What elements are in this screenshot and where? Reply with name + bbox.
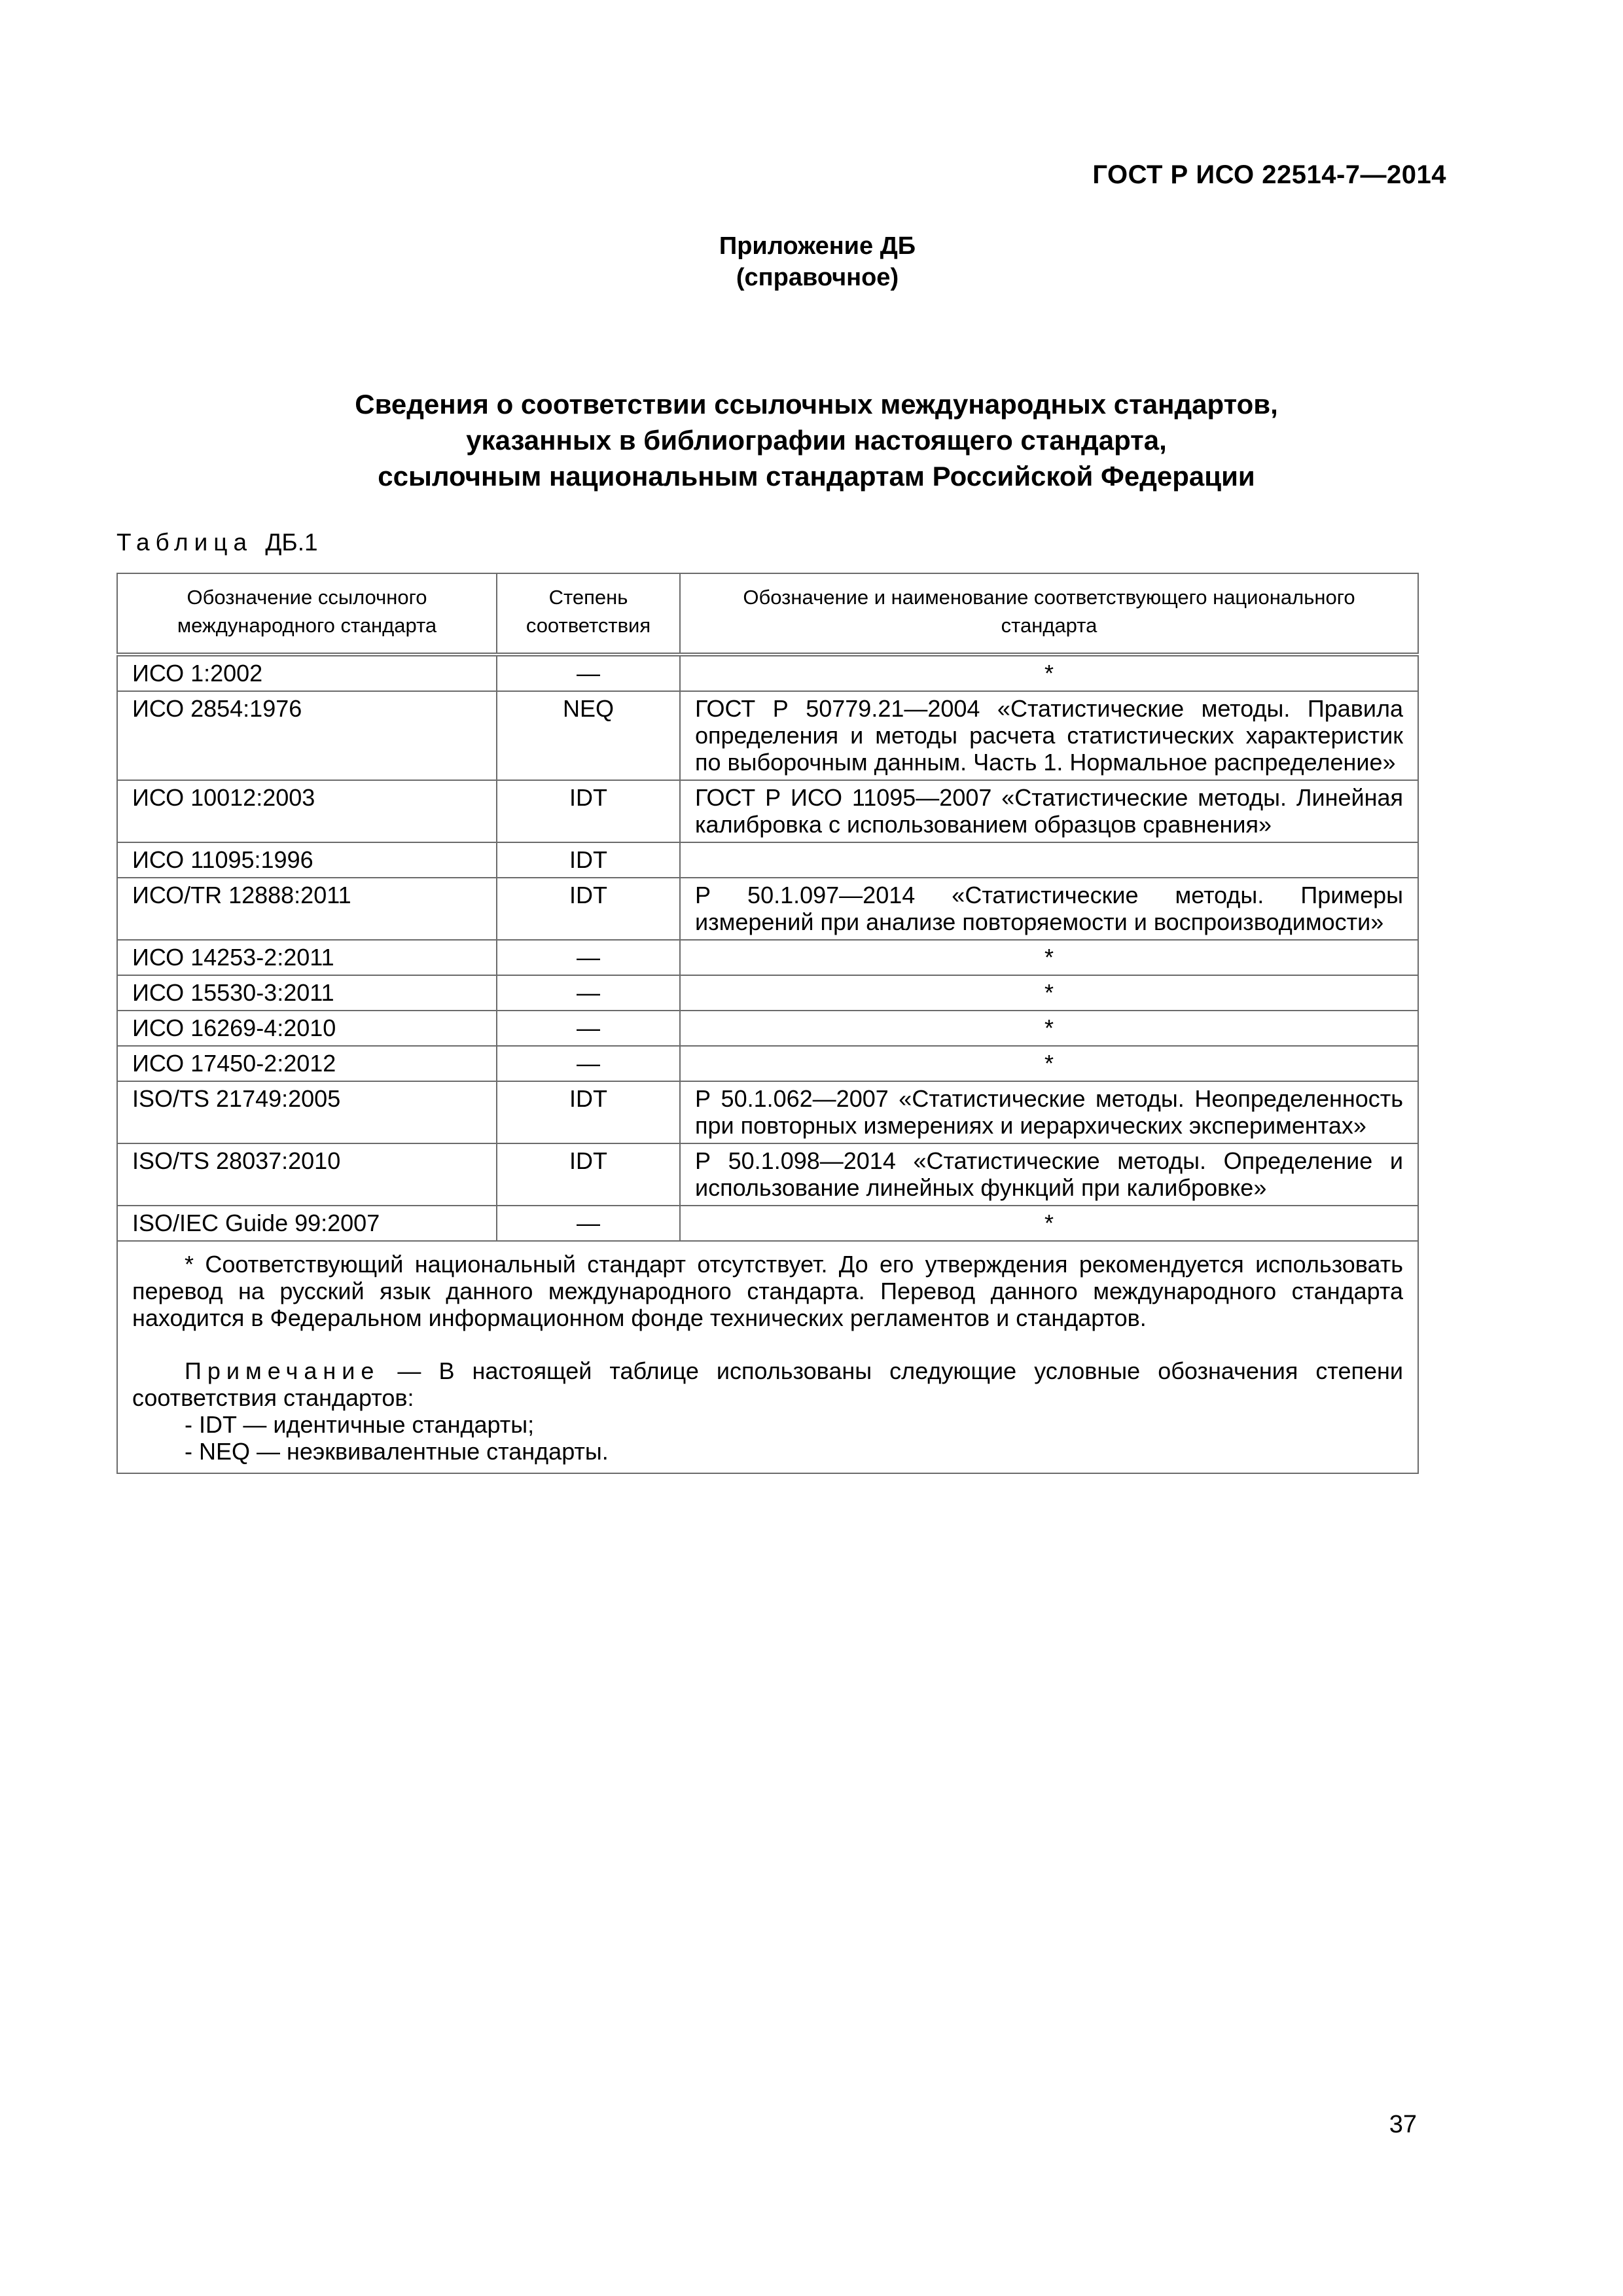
- appendix-heading: [0, 230, 1623, 293]
- title-line: указанных в библиографии настоящего стандарта,: [466, 425, 1167, 456]
- table-row: [117, 878, 1418, 940]
- table-caption-number: ДБ.1: [265, 529, 318, 556]
- cell-national: Р 50.1.062—2007 «Статистические методы. Неопределенность при повторных измерениях и иерархических экспериментах»: [680, 1081, 1418, 1143]
- table-row: [117, 842, 1418, 878]
- cell-degree: IDT: [497, 780, 680, 842]
- table-row: [117, 975, 1418, 1011]
- cell-reference: ИСО 14253-2:2011: [117, 940, 497, 975]
- cell-national: Р 50.1.098—2014 «Статистические методы. Определение и использование линейных функций при калибровке»: [680, 1143, 1418, 1206]
- note-item: - IDT — идентичные стандарты;: [185, 1411, 535, 1438]
- table-row: [117, 1081, 1418, 1143]
- cell-reference: ISO/TS 21749:2005: [117, 1081, 497, 1143]
- cell-national: *: [680, 940, 1418, 975]
- table-row: [117, 691, 1418, 780]
- cell-reference: ИСО 2854:1976: [117, 691, 497, 780]
- table-row: [117, 1046, 1418, 1081]
- page-title: [0, 386, 1623, 494]
- cell-reference: ISO/IEC Guide 99:2007: [117, 1206, 497, 1241]
- cell-reference: ИСО/TR 12888:2011: [117, 878, 497, 940]
- note-item: - NEQ — неэквивалентные стандарты.: [185, 1438, 609, 1465]
- cell-reference: ИСО 16269-4:2010: [117, 1011, 497, 1046]
- appendix-kind: (справочное): [736, 264, 899, 291]
- cell-degree: IDT: [497, 842, 680, 878]
- cell-degree: IDT: [497, 878, 680, 940]
- cell-national: ГОСТ Р 50779.21—2004 «Статистические методы. Правила определения и методы расчета статистических характеристик по выборочным данным. Часть 1. Нормальное распределение»: [680, 691, 1418, 780]
- cell-reference: ИСО 17450-2:2012: [117, 1046, 497, 1081]
- column-header-degree: Степень соответствия: [497, 573, 680, 655]
- cell-degree: NEQ: [497, 691, 680, 780]
- table-row: [117, 940, 1418, 975]
- cell-degree: —: [497, 655, 680, 691]
- column-header-national: Обозначение и наименование соответствующего национального стандарта: [680, 573, 1418, 655]
- cell-degree: —: [497, 975, 680, 1011]
- footnote: * Соответствующий национальный стандарт отсутствует. До его утверждения рекомендуется использовать перевод на русский язык данного международного стандарта. Перевод данного международного стандарта находится в Федеральном информационном фонде технических регламентов и стандартов.: [132, 1251, 1403, 1331]
- document-code: ГОСТ Р ИСО 22514-7—2014: [1092, 160, 1446, 189]
- table-header-row: [117, 573, 1418, 655]
- cell-reference: ISO/TS 28037:2010: [117, 1143, 497, 1206]
- cell-national: *: [680, 1011, 1418, 1046]
- cell-reference: ИСО 15530-3:2011: [117, 975, 497, 1011]
- table-row: [117, 1143, 1418, 1206]
- cell-national: *: [680, 655, 1418, 691]
- note-text: — В настоящей таблице использованы следующие условные обозначения степени соответствия стандартов:: [132, 1357, 1403, 1411]
- cell-national: *: [680, 975, 1418, 1011]
- cell-degree: —: [497, 1046, 680, 1081]
- table-row: [117, 780, 1418, 842]
- table-row: [117, 1206, 1418, 1241]
- cell-reference: ИСО 11095:1996: [117, 842, 497, 878]
- cell-degree: —: [497, 940, 680, 975]
- cell-reference: ИСО 10012:2003: [117, 780, 497, 842]
- cell-national: *: [680, 1046, 1418, 1081]
- cell-degree: —: [497, 1011, 680, 1046]
- title-line: ссылочным национальным стандартам Российской Федерации: [378, 461, 1255, 492]
- table-footer-row: [117, 1241, 1418, 1473]
- appendix-label: Приложение ДБ: [719, 232, 916, 260]
- cell-reference: ИСО 1:2002: [117, 655, 497, 691]
- column-header-reference: Обозначение ссылочного международного стандарта: [117, 573, 497, 655]
- table-row: [117, 655, 1418, 691]
- cell-degree: IDT: [497, 1081, 680, 1143]
- table-caption-word: Таблица: [116, 529, 253, 556]
- note-label: Примечание: [185, 1357, 380, 1384]
- cell-national: [680, 842, 1418, 878]
- cell-national: Р 50.1.097—2014 «Статистические методы. Примеры измерений при анализе повторяемости и воспроизводимости»: [680, 878, 1418, 940]
- page-number: 37: [1389, 2111, 1417, 2138]
- cell-national: *: [680, 1206, 1418, 1241]
- note: [132, 1357, 1403, 1411]
- cell-degree: IDT: [497, 1143, 680, 1206]
- cell-national: ГОСТ Р ИСО 11095—2007 «Статистические методы. Линейная калибровка с использованием образцов сравнения»: [680, 780, 1418, 842]
- cell-degree: —: [497, 1206, 680, 1241]
- title-line: Сведения о соответствии ссылочных международных стандартов,: [355, 389, 1278, 420]
- table-row: [117, 1011, 1418, 1046]
- standards-correspondence-table: [116, 573, 1419, 1474]
- table-caption: [116, 529, 318, 556]
- table-footer: [117, 1241, 1418, 1473]
